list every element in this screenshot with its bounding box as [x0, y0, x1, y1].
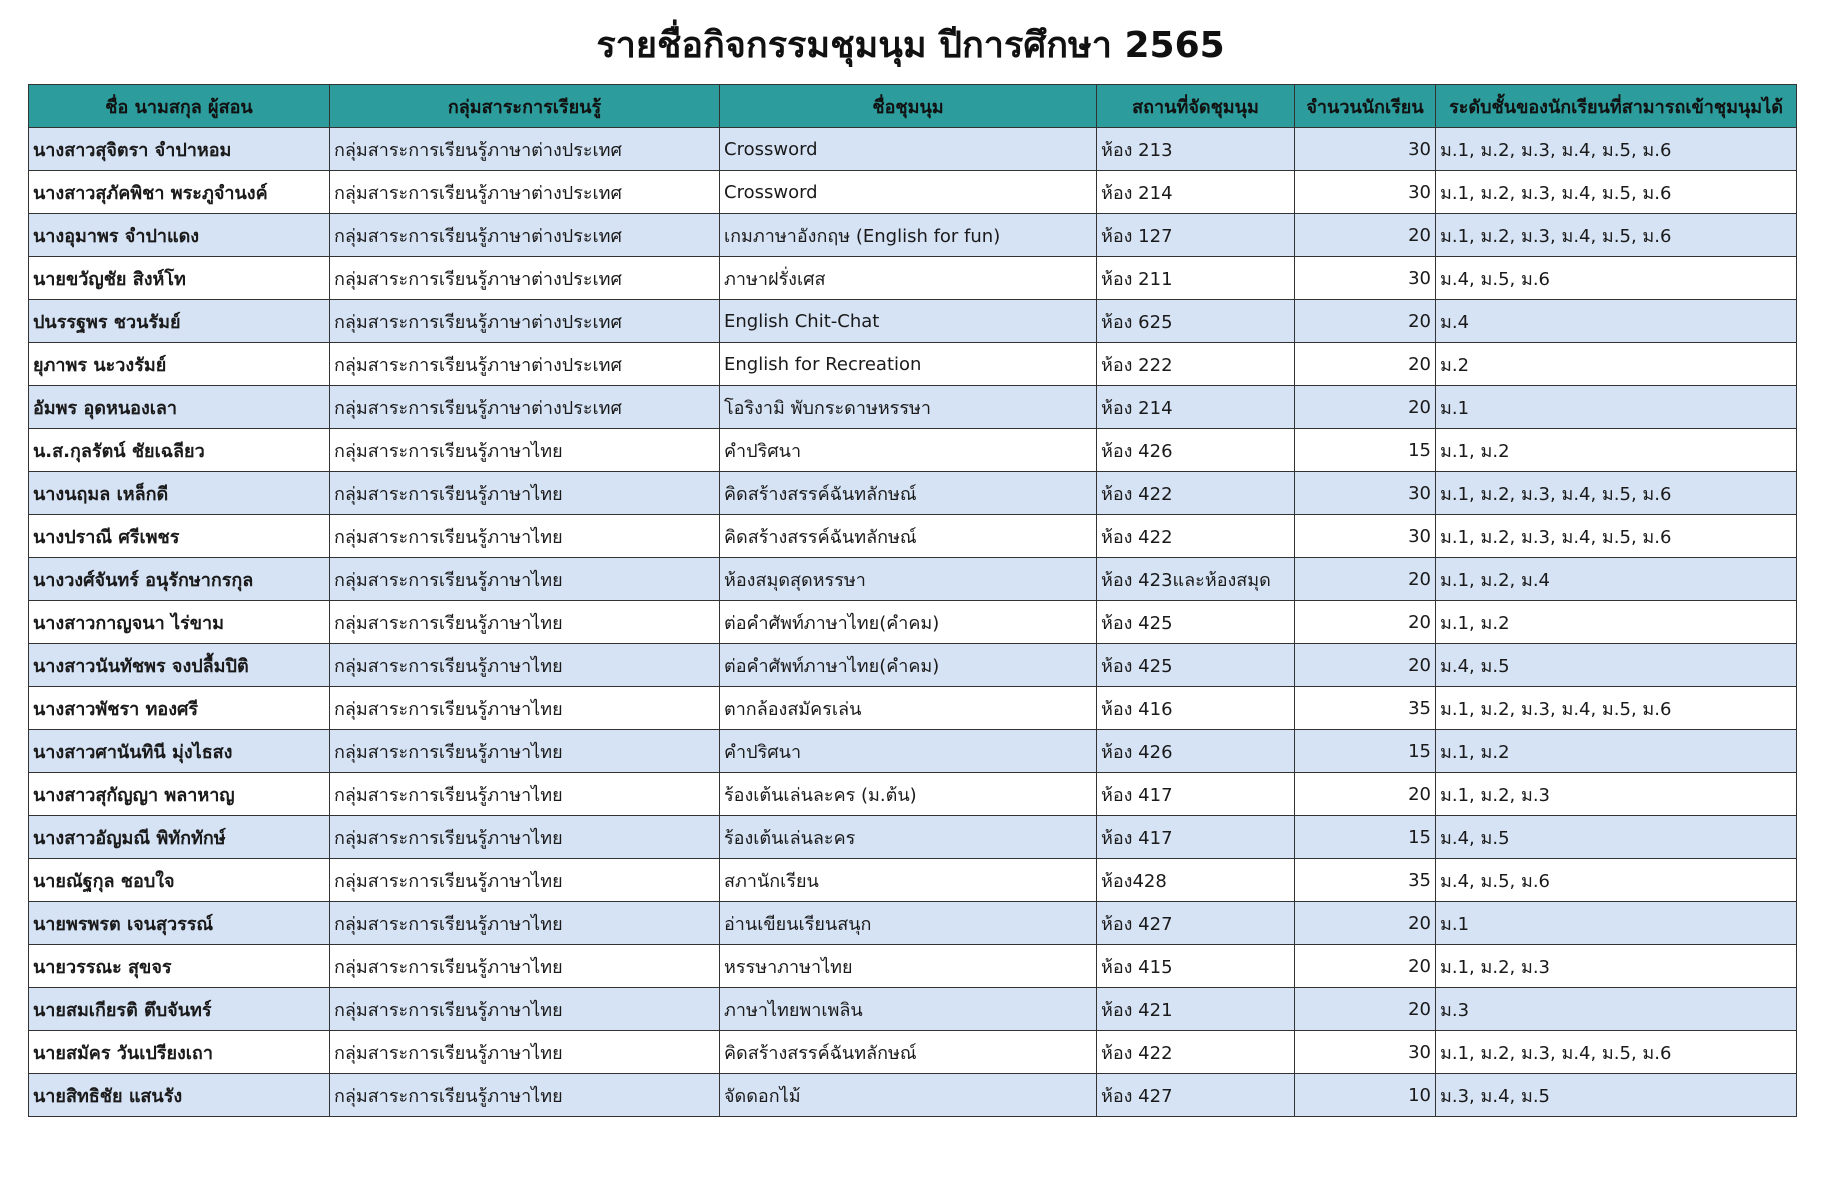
location-cell: ห้อง 427: [1097, 902, 1295, 945]
table-body: [29, 128, 1797, 1117]
location-cell: ห้อง 214: [1097, 171, 1295, 214]
club-cell: คิดสร้างสรรค์ฉันทลักษณ์: [720, 515, 1097, 558]
club-cell: English for Recreation: [720, 343, 1097, 386]
club-cell: เกมภาษาอังกฤษ (English for fun): [720, 214, 1097, 257]
clubs-table: [28, 84, 1797, 1117]
department-cell: กลุ่มสาระการเรียนรู้ภาษาต่างประเทศ: [330, 257, 720, 300]
table-row: [29, 343, 1797, 386]
levels-cell: ม.3: [1436, 988, 1797, 1031]
department-cell: กลุ่มสาระการเรียนรู้ภาษาต่างประเทศ: [330, 300, 720, 343]
teacher-cell: น.ส.กุลรัตน์ ชัยเฉลียว: [29, 429, 330, 472]
club-cell: คิดสร้างสรรค์ฉันทลักษณ์: [720, 1031, 1097, 1074]
location-cell: ห้อง 127: [1097, 214, 1295, 257]
page-title: รายชื่อกิจกรรมชุมนุม ปีการศึกษา 2565: [596, 25, 1225, 66]
table-row: [29, 730, 1797, 773]
table-row: [29, 558, 1797, 601]
club-cell: English Chit-Chat: [720, 300, 1097, 343]
table-row: [29, 300, 1797, 343]
club-cell: สภานักเรียน: [720, 859, 1097, 902]
levels-cell: ม.1: [1436, 902, 1797, 945]
table-row: [29, 1031, 1797, 1074]
student-count-cell: 20: [1295, 558, 1436, 601]
levels-cell: ม.4, ม.5: [1436, 816, 1797, 859]
teacher-cell: นางสาวศานันทินี มุ่งไธสง: [29, 730, 330, 773]
teacher-cell: นางปราณี ศรีเพชร: [29, 515, 330, 558]
student-count-cell: 20: [1295, 945, 1436, 988]
student-count-cell: 30: [1295, 472, 1436, 515]
column-header-club: ชื่อชุมนุม: [720, 85, 1097, 128]
levels-cell: ม.4, ม.5: [1436, 644, 1797, 687]
location-cell: ห้อง 213: [1097, 128, 1295, 171]
student-count-cell: 30: [1295, 257, 1436, 300]
levels-cell: ม.4, ม.5, ม.6: [1436, 859, 1797, 902]
club-cell: Crossword: [720, 171, 1097, 214]
student-count-cell: 15: [1295, 816, 1436, 859]
teacher-cell: ปนรรฐพร ชวนรัมย์: [29, 300, 330, 343]
club-cell: คำปริศนา: [720, 730, 1097, 773]
club-cell: หรรษาภาษาไทย: [720, 945, 1097, 988]
table-row: [29, 472, 1797, 515]
department-cell: กลุ่มสาระการเรียนรู้ภาษาไทย: [330, 472, 720, 515]
teacher-cell: นางสาวอัญมณี พิทักทักษ์: [29, 816, 330, 859]
teacher-cell: นางสาวสุจิตรา จำปาหอม: [29, 128, 330, 171]
levels-cell: ม.1, ม.2, ม.3, ม.4, ม.5, ม.6: [1436, 214, 1797, 257]
club-cell: ภาษาไทยพาเพลิน: [720, 988, 1097, 1031]
club-cell: จัดดอกไม้: [720, 1074, 1097, 1117]
teacher-cell: นางวงศ์จันทร์ อนุรักษากรกุล: [29, 558, 330, 601]
table-row: [29, 945, 1797, 988]
location-cell: ห้อง 415: [1097, 945, 1295, 988]
student-count-cell: 35: [1295, 859, 1436, 902]
department-cell: กลุ่มสาระการเรียนรู้ภาษาไทย: [330, 945, 720, 988]
levels-cell: ม.2: [1436, 343, 1797, 386]
location-cell: ห้อง 416: [1097, 687, 1295, 730]
teacher-cell: นายขวัญชัย สิงห์โท: [29, 257, 330, 300]
department-cell: กลุ่มสาระการเรียนรู้ภาษาไทย: [330, 730, 720, 773]
student-count-cell: 20: [1295, 902, 1436, 945]
levels-cell: ม.1, ม.2: [1436, 429, 1797, 472]
department-cell: กลุ่มสาระการเรียนรู้ภาษาต่างประเทศ: [330, 171, 720, 214]
levels-cell: ม.1, ม.2, ม.4: [1436, 558, 1797, 601]
department-cell: กลุ่มสาระการเรียนรู้ภาษาไทย: [330, 601, 720, 644]
department-cell: กลุ่มสาระการเรียนรู้ภาษาต่างประเทศ: [330, 214, 720, 257]
department-cell: กลุ่มสาระการเรียนรู้ภาษาไทย: [330, 687, 720, 730]
levels-cell: ม.1, ม.2, ม.3, ม.4, ม.5, ม.6: [1436, 1031, 1797, 1074]
student-count-cell: 30: [1295, 171, 1436, 214]
teacher-cell: นางนฤมล เหล็กดี: [29, 472, 330, 515]
table-row: [29, 816, 1797, 859]
teacher-cell: นายสมัคร วันเปรียงเถา: [29, 1031, 330, 1074]
club-cell: ร้องเต้นเล่นละคร (ม.ต้น): [720, 773, 1097, 816]
department-cell: กลุ่มสาระการเรียนรู้ภาษาไทย: [330, 1031, 720, 1074]
table-row: [29, 687, 1797, 730]
table-row: [29, 515, 1797, 558]
location-cell: ห้อง 422: [1097, 1031, 1295, 1074]
column-header-location: สถานที่จัดชุมนุม: [1097, 85, 1295, 128]
column-header-levels: ระดับชั้นของนักเรียนที่สามารถเข้าชุมนุมได้: [1436, 85, 1797, 128]
club-cell: ตากล้องสมัครเล่น: [720, 687, 1097, 730]
table-row: [29, 988, 1797, 1031]
department-cell: กลุ่มสาระการเรียนรู้ภาษาไทย: [330, 773, 720, 816]
department-cell: กลุ่มสาระการเรียนรู้ภาษาต่างประเทศ: [330, 386, 720, 429]
levels-cell: ม.1, ม.2, ม.3, ม.4, ม.5, ม.6: [1436, 687, 1797, 730]
teacher-cell: อัมพร อุดหนองเลา: [29, 386, 330, 429]
club-cell: Crossword: [720, 128, 1097, 171]
teacher-cell: นางสาวสุกัญญา พลาหาญ: [29, 773, 330, 816]
levels-cell: ม.1, ม.2, ม.3, ม.4, ม.5, ม.6: [1436, 171, 1797, 214]
table-row: [29, 429, 1797, 472]
levels-cell: ม.1, ม.2, ม.3: [1436, 773, 1797, 816]
levels-cell: ม.4: [1436, 300, 1797, 343]
student-count-cell: 20: [1295, 343, 1436, 386]
club-cell: โอริงามิ พับกระดาษหรรษา: [720, 386, 1097, 429]
location-cell: ห้อง 211: [1097, 257, 1295, 300]
student-count-cell: 35: [1295, 687, 1436, 730]
department-cell: กลุ่มสาระการเรียนรู้ภาษาไทย: [330, 816, 720, 859]
club-cell: ต่อคำศัพท์ภาษาไทย(คำคม): [720, 601, 1097, 644]
location-cell: ห้อง428: [1097, 859, 1295, 902]
header-row: [29, 85, 1797, 128]
department-cell: กลุ่มสาระการเรียนรู้ภาษาไทย: [330, 515, 720, 558]
student-count-cell: 20: [1295, 601, 1436, 644]
teacher-cell: นางสาวกาญจนา ไร่ขาม: [29, 601, 330, 644]
teacher-cell: นางอุมาพร จำปาแดง: [29, 214, 330, 257]
table-row: [29, 773, 1797, 816]
teacher-cell: นางสาวนันทัชพร จงปลื้มปิติ: [29, 644, 330, 687]
levels-cell: ม.3, ม.4, ม.5: [1436, 1074, 1797, 1117]
location-cell: ห้อง 422: [1097, 472, 1295, 515]
student-count-cell: 20: [1295, 214, 1436, 257]
table-row: [29, 902, 1797, 945]
table-row: [29, 644, 1797, 687]
location-cell: ห้อง 222: [1097, 343, 1295, 386]
column-header-students: จำนวนนักเรียน: [1295, 85, 1436, 128]
department-cell: กลุ่มสาระการเรียนรู้ภาษาไทย: [330, 988, 720, 1031]
location-cell: ห้อง 423และห้องสมุด: [1097, 558, 1295, 601]
department-cell: กลุ่มสาระการเรียนรู้ภาษาต่างประเทศ: [330, 343, 720, 386]
department-cell: กลุ่มสาระการเรียนรู้ภาษาไทย: [330, 902, 720, 945]
department-cell: กลุ่มสาระการเรียนรู้ภาษาไทย: [330, 429, 720, 472]
student-count-cell: 20: [1295, 988, 1436, 1031]
table-row: [29, 171, 1797, 214]
club-cell: ภาษาฝรั่งเศส: [720, 257, 1097, 300]
table-row: [29, 601, 1797, 644]
column-header-teacher: ชื่อ นามสกุล ผู้สอน: [29, 85, 330, 128]
club-cell: ร้องเต้นเล่นละคร: [720, 816, 1097, 859]
teacher-cell: นางสาวพัชรา ทองศรี: [29, 687, 330, 730]
location-cell: ห้อง 426: [1097, 730, 1295, 773]
club-cell: ห้องสมุดสุดหรรษา: [720, 558, 1097, 601]
levels-cell: ม.1, ม.2, ม.3, ม.4, ม.5, ม.6: [1436, 128, 1797, 171]
teacher-cell: นางสาวสุภัคพิชา พระภูจำนงค์: [29, 171, 330, 214]
club-cell: คำปริศนา: [720, 429, 1097, 472]
location-cell: ห้อง 426: [1097, 429, 1295, 472]
teacher-cell: นายณัฐกุล ชอบใจ: [29, 859, 330, 902]
table-row: [29, 257, 1797, 300]
student-count-cell: 20: [1295, 773, 1436, 816]
teacher-cell: นายสมเกียรติ ตึบจันทร์: [29, 988, 330, 1031]
club-cell: ต่อคำศัพท์ภาษาไทย(คำคม): [720, 644, 1097, 687]
student-count-cell: 15: [1295, 730, 1436, 773]
table-header: [29, 85, 1797, 128]
location-cell: ห้อง 422: [1097, 515, 1295, 558]
levels-cell: ม.1, ม.2, ม.3: [1436, 945, 1797, 988]
teacher-cell: นายพรพรต เจนสุวรรณ์: [29, 902, 330, 945]
location-cell: ห้อง 425: [1097, 601, 1295, 644]
levels-cell: ม.1, ม.2: [1436, 601, 1797, 644]
location-cell: ห้อง 625: [1097, 300, 1295, 343]
department-cell: กลุ่มสาระการเรียนรู้ภาษาต่างประเทศ: [330, 128, 720, 171]
levels-cell: ม.1, ม.2, ม.3, ม.4, ม.5, ม.6: [1436, 472, 1797, 515]
location-cell: ห้อง 417: [1097, 773, 1295, 816]
location-cell: ห้อง 417: [1097, 816, 1295, 859]
department-cell: กลุ่มสาระการเรียนรู้ภาษาไทย: [330, 1074, 720, 1117]
table-row: [29, 128, 1797, 171]
club-cell: อ่านเขียนเรียนสนุก: [720, 902, 1097, 945]
teacher-cell: นายสิทธิชัย แสนรัง: [29, 1074, 330, 1117]
student-count-cell: 30: [1295, 515, 1436, 558]
department-cell: กลุ่มสาระการเรียนรู้ภาษาไทย: [330, 859, 720, 902]
teacher-cell: ยุภาพร นะวงรัมย์: [29, 343, 330, 386]
teacher-cell: นายวรรณะ สุขจร: [29, 945, 330, 988]
table-row: [29, 386, 1797, 429]
column-header-department: กลุ่มสาระการเรียนรู้: [330, 85, 720, 128]
student-count-cell: 30: [1295, 1031, 1436, 1074]
location-cell: ห้อง 427: [1097, 1074, 1295, 1117]
levels-cell: ม.1: [1436, 386, 1797, 429]
club-cell: คิดสร้างสรรค์ฉันทลักษณ์: [720, 472, 1097, 515]
student-count-cell: 30: [1295, 128, 1436, 171]
location-cell: ห้อง 214: [1097, 386, 1295, 429]
student-count-cell: 15: [1295, 429, 1436, 472]
location-cell: ห้อง 425: [1097, 644, 1295, 687]
levels-cell: ม.1, ม.2: [1436, 730, 1797, 773]
department-cell: กลุ่มสาระการเรียนรู้ภาษาไทย: [330, 558, 720, 601]
location-cell: ห้อง 421: [1097, 988, 1295, 1031]
student-count-cell: 20: [1295, 386, 1436, 429]
table-row: [29, 214, 1797, 257]
student-count-cell: 20: [1295, 644, 1436, 687]
table-row: [29, 1074, 1797, 1117]
department-cell: กลุ่มสาระการเรียนรู้ภาษาไทย: [330, 644, 720, 687]
student-count-cell: 20: [1295, 300, 1436, 343]
table-row: [29, 859, 1797, 902]
levels-cell: ม.4, ม.5, ม.6: [1436, 257, 1797, 300]
student-count-cell: 10: [1295, 1074, 1436, 1117]
levels-cell: ม.1, ม.2, ม.3, ม.4, ม.5, ม.6: [1436, 515, 1797, 558]
